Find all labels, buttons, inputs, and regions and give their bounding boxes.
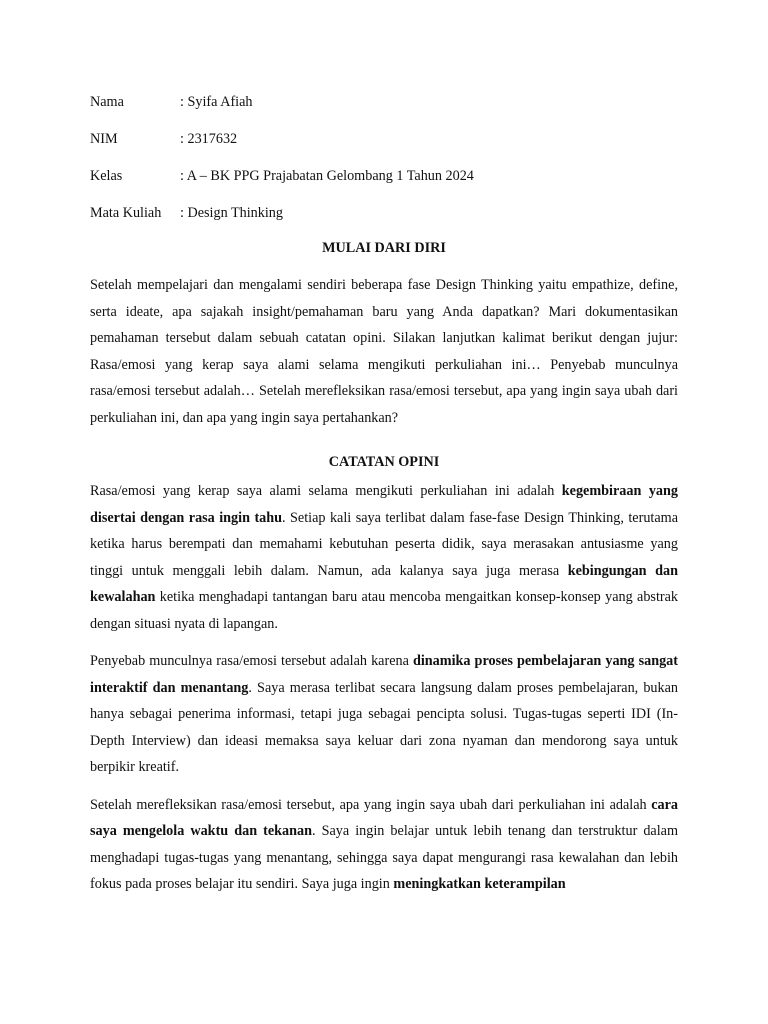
text-run: Penyebab munculnya rasa/emosi tersebut adalah karena [90,653,413,669]
field-value: : Design Thinking [180,205,283,221]
section-heading-catatan-opini: CATATAN OPINI [328,454,440,470]
text-run: . Setiap kali saya terlibat dalam fase-fase Design Thinking, terutama ketika harus berempati dan memahami kebutuhan peserta didik, saya merasakan antusiasme yang tinggi untuk menggali lebih dalam. Namun, ada kalanya saya juga merasa [90,509,678,579]
text-run: . Saya merasa terlibat secara langsung dalam proses pembelajaran, bukan hanya sebagai penerima informasi, tetapi juga sebagai pencipta solusi. Tugas-tugas seperti IDI (In-Depth Interview) dan ideasi memaksa saya keluar dari zona nyaman dan mendorong saya untuk berpikir kreatif. [90,679,678,775]
section-heading-mulai-dari-diri: MULAI DARI DIRI [322,240,446,256]
field-value: : 2317632 [180,131,238,147]
prompt-paragraph: Setelah mempelajari dan mengalami sendiri beberapa fase Design Thinking yaitu empathize, define, serta ideate, apa sajakah insight/pemahaman baru yang Anda dapatkan? Mari dokumentasikan pemahaman tersebut dalam sebuah catatan opini. Silakan lanjutkan kalimat berikut dengan jujur: Rasa/emosi yang kerap saya alami selama mengikuti perkuliahan ini… Penyebab munculnya rasa/emosi tersebut adalah… Setelah merefleksikan rasa/emosi tersebut, apa yang ingin saya ubah dari perkuliahan ini, dan apa yang ingin saya pertahankan? [90,277,678,426]
field-label: Nama [90,94,124,110]
field-mata-kuliah [90,203,678,240]
field-label: Mata Kuliah [90,205,162,221]
opinion-paragraph-2 [90,648,678,781]
field-label: NIM [90,131,118,147]
field-nama [90,92,678,129]
text-run: ketika menghadapi tantangan baru atau mencoba mengaitkan konsep-konsep yang abstrak dengan situasi nyata di lapangan. [90,589,678,632]
opinion-paragraph-3 [90,792,678,898]
field-value: : Syifa Afiah [180,94,253,110]
emphasis-text: dinamika proses pembelajaran yang sangat interaktif dan menantang [90,653,678,696]
emphasis-text: meningkatkan keterampilan [393,876,566,892]
text-run: . Saya ingin belajar untuk lebih tenang dan terstruktur dalam menghadapi tugas-tugas yang menantang, sehingga saya dapat mengurangi rasa kewalahan dan lebih fokus pada proses belajar itu sendiri. Saya juga ingin [90,823,678,892]
opinion-paragraph-1 [90,478,678,637]
text-run: Setelah merefleksikan rasa/emosi tersebut, apa yang ingin saya ubah dari perkuliahan ini adalah [90,796,652,813]
field-kelas [90,166,678,203]
text-run: Rasa/emosi yang kerap saya alami selama mengikuti perkuliahan ini adalah [90,483,562,499]
emphasis-text: kegembiraan yang disertai dengan rasa ingin tahu [90,483,678,526]
emphasis-text: kebingungan dan kewalahan [90,562,678,605]
field-nim [90,129,678,166]
field-label: Kelas [90,168,123,184]
field-value: : A – BK PPG Prajabatan Gelombang 1 Tahun 2024 [180,168,474,184]
emphasis-text: cara saya mengelola waktu dan tekanan [90,796,678,839]
